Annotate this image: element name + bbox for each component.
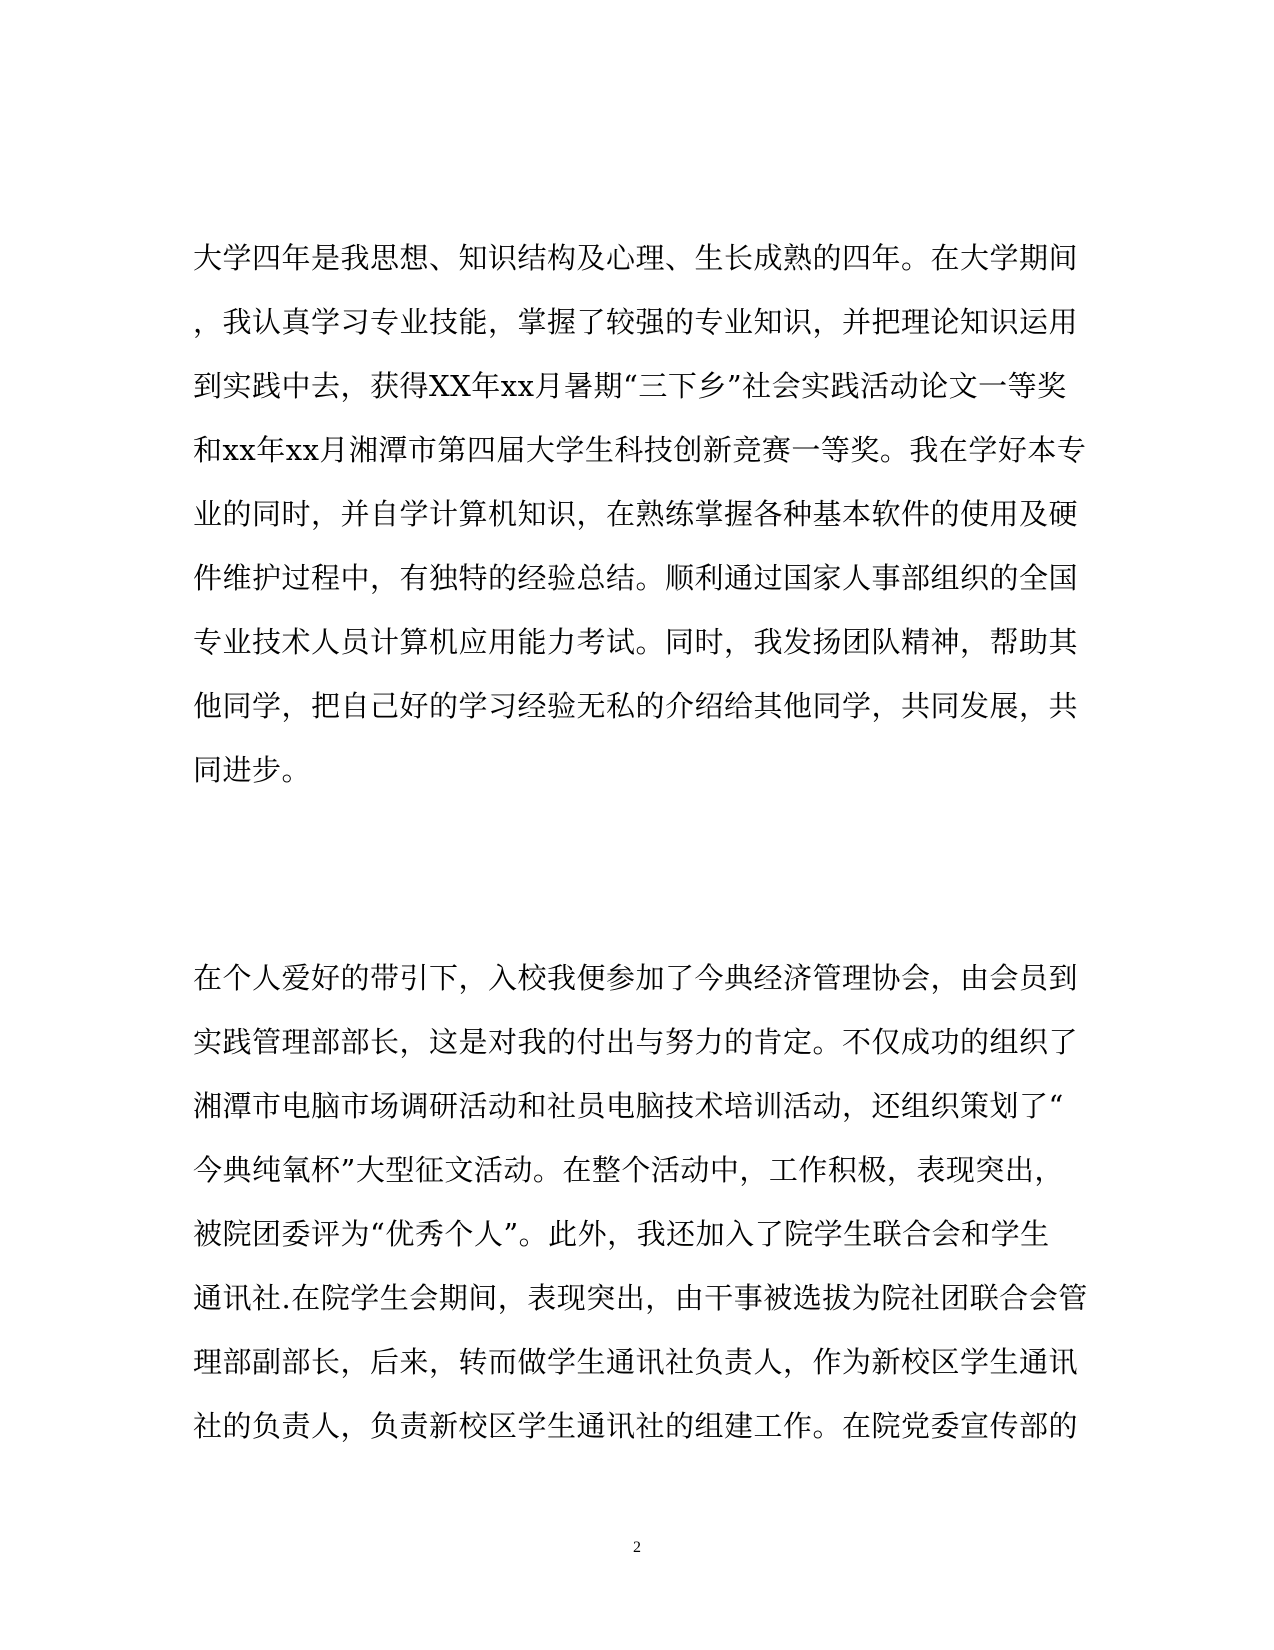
text-line: 件维护过程中，有独特的经验总结。顺利通过国家人事部组织的全国 [193,561,1079,595]
paragraph-1 [193,226,1093,802]
text-line: 今典纯氧杯”大型征文活动。在整个活动中，工作积极，表现突出， [193,1153,1064,1187]
text-line: 湘潭市电脑市场调研活动和社员电脑技术培训活动，还组织策划了“ [193,1089,1064,1123]
text-line: 大学四年是我思想、知识结构及心理、生长成熟的四年。在大学期间 [193,241,1079,275]
text-line: 专业技术人员计算机应用能力考试。同时，我发扬团队精神，帮助其 [193,625,1079,659]
paragraph-2 [193,946,1093,1458]
text-line: 通讯社.在院学生会期间，表现突出，由干事被选拔为院社团联合会管 [193,1281,1088,1315]
text-line: 和xx年xx月湘潭市第四届大学生科技创新竞赛一等奖。我在学好本专 [193,433,1087,467]
text-line: 实践管理部部长，这是对我的付出与努力的肯定。不仅成功的组织了 [193,1025,1079,1059]
text-line: 理部副部长，后来，转而做学生通讯社负责人，作为新校区学生通讯 [193,1345,1079,1379]
text-line: 到实践中去，获得XX年xx月暑期“三下乡”社会实践活动论文一等奖 [193,369,1067,403]
text-line: ，我认真学习专业技能，掌握了较强的专业知识，并把理论知识运用 [193,305,1079,339]
text-line: 社的负责人，负责新校区学生通讯社的组建工作。在院党委宣传部的 [193,1409,1079,1443]
text-line: 同进步。 [193,753,312,787]
page-number: 2 [633,1539,641,1556]
text-line: 业的同时，并自学计算机知识，在熟练掌握各种基本软件的使用及硬 [193,497,1079,531]
text-line: 他同学，把自己好的学习经验无私的介绍给其他同学，共同发展，共 [193,689,1079,723]
text-line: 被院团委评为“优秀个人”。此外，我还加入了院学生联合会和学生 [193,1217,1050,1251]
text-line: 在个人爱好的带引下，入校我便参加了今典经济管理协会，由会员到 [193,961,1079,995]
